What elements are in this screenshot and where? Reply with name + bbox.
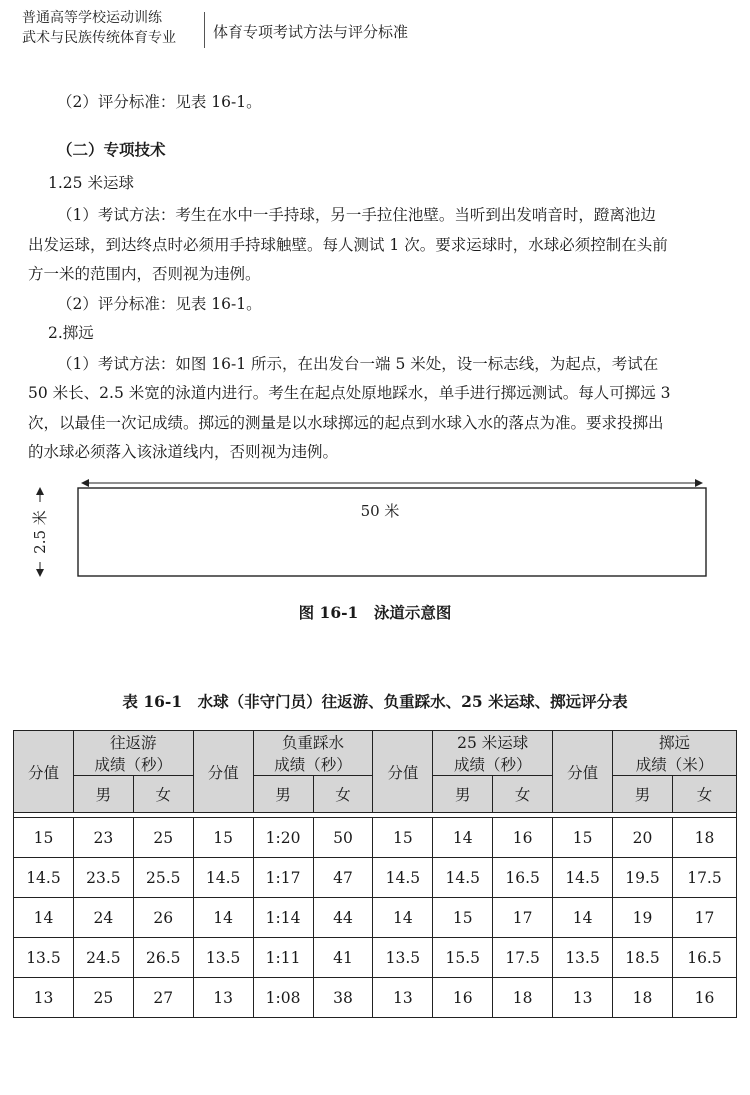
lane-diagram — [30, 474, 720, 586]
table-cell: 41 — [313, 938, 373, 978]
section-heading: （二）专项技术 — [57, 140, 166, 159]
table-row — [14, 858, 737, 898]
length-label: 50 米 — [360, 502, 400, 520]
table-cell: 18 — [613, 978, 673, 1018]
table-cell: 17 — [672, 898, 736, 938]
table-cell: 15 — [193, 818, 253, 858]
table-cell: 19.5 — [613, 858, 673, 898]
table-cell: 23 — [73, 818, 133, 858]
table-row — [14, 898, 737, 938]
table-cell: 13 — [193, 978, 253, 1018]
table-cell: 16 — [433, 978, 493, 1018]
table-cell: 16 — [493, 818, 553, 858]
throw-method-line-1: （1）考试方法：如图 16-1 所示，在出发台一端 5 米处，设一标志线，为起点，考试在 — [57, 355, 659, 373]
male-header: 男 — [73, 776, 133, 813]
table-cell: 25 — [133, 818, 193, 858]
table-cell: 13.5 — [14, 938, 74, 978]
table-cell: 1:08 — [253, 978, 313, 1018]
table-cell: 17.5 — [672, 858, 736, 898]
subheading-dribble: 1.25 米运球 — [48, 174, 134, 192]
header-line-1: 普通高等学校运动训练 — [22, 10, 162, 26]
table-cell: 38 — [313, 978, 373, 1018]
score-table — [13, 730, 737, 1018]
table-cell: 20 — [613, 818, 673, 858]
table-cell: 23.5 — [73, 858, 133, 898]
table-row — [14, 938, 737, 978]
table-cell: 18.5 — [613, 938, 673, 978]
table-cell: 14.5 — [14, 858, 74, 898]
table-cell: 18 — [672, 818, 736, 858]
group-header-shuttle: 往返游 成绩（秒） — [73, 731, 193, 776]
throw-method-line-4: 的水球必须落入该泳道线内，否则视为违例。 — [28, 443, 339, 461]
table-cell: 14.5 — [373, 858, 433, 898]
table-cell: 14 — [433, 818, 493, 858]
running-header-right: 体育专项考试方法与评分标准 — [213, 23, 409, 41]
female-header: 女 — [133, 776, 193, 813]
table-cell: 14 — [553, 898, 613, 938]
table-cell: 15.5 — [433, 938, 493, 978]
table-cell: 24 — [73, 898, 133, 938]
table-cell: 16 — [672, 978, 736, 1018]
table-cell: 14.5 — [433, 858, 493, 898]
header-line-2: 武术与民族传统体育专业 — [22, 30, 176, 46]
dribble-method-line-1: （1）考试方法：考生在水中一手持球，另一手拉住池壁。当听到出发哨音时，蹬离池边 — [57, 206, 656, 224]
table-cell: 50 — [313, 818, 373, 858]
female-header: 女 — [493, 776, 553, 813]
table-cell: 27 — [133, 978, 193, 1018]
header-divider — [204, 12, 205, 48]
table-cell: 17 — [493, 898, 553, 938]
score-header: 分值 — [14, 731, 74, 813]
score-header: 分值 — [373, 731, 433, 813]
table-cell: 15 — [373, 818, 433, 858]
table-cell: 1:14 — [253, 898, 313, 938]
table-cell: 14.5 — [193, 858, 253, 898]
paragraph-scoring-2: （2）评分标准：见表 16-1。 — [57, 295, 262, 313]
table-row — [14, 978, 737, 1018]
table-cell: 25.5 — [133, 858, 193, 898]
table-cell: 16.5 — [493, 858, 553, 898]
table-cell: 1:20 — [253, 818, 313, 858]
throw-method-line-3: 次，以最佳一次记成绩。掷远的测量是以水球掷远的起点到水球入水的落点为准。要求投掷出 — [28, 414, 664, 432]
table-cell: 14 — [193, 898, 253, 938]
score-header: 分值 — [193, 731, 253, 813]
table-cell: 15 — [14, 818, 74, 858]
throw-method-line-2: 50 米长、2.5 米宽的泳道内进行。考生在起点处原地踩水，单手进行掷远测试。每人可掷远 3 — [28, 384, 671, 402]
table-cell: 14 — [373, 898, 433, 938]
paragraph-scoring-1: （2）评分标准：见表 16-1。 — [57, 93, 262, 111]
table-row — [14, 818, 737, 858]
table-cell: 13 — [373, 978, 433, 1018]
table-caption: 表 16-1 水球（非守门员）往返游、负重踩水、25 米运球、掷远评分表 — [122, 692, 628, 711]
table-cell: 15 — [553, 818, 613, 858]
width-label: 2.5 米 — [31, 510, 49, 554]
female-header: 女 — [313, 776, 373, 813]
group-header-throw: 掷远 成绩（米） — [613, 731, 737, 776]
table-cell: 16.5 — [672, 938, 736, 978]
dribble-method-line-2: 出发运球，到达终点时必须用手持球触壁。每人测试 1 次。要求运球时，水球必须控制在头前 — [28, 236, 668, 254]
table-cell: 18 — [493, 978, 553, 1018]
table-cell: 1:17 — [253, 858, 313, 898]
figure-caption: 图 16-1 泳道示意图 — [298, 603, 452, 622]
group-header-weighted-tread: 负重踩水 成绩（秒） — [253, 731, 373, 776]
table-cell: 1:11 — [253, 938, 313, 978]
dribble-method-line-3: 方一米的范围内，否则视为违例。 — [28, 265, 261, 283]
table-cell: 26 — [133, 898, 193, 938]
female-header: 女 — [672, 776, 736, 813]
running-header-left — [22, 8, 200, 48]
score-header: 分值 — [553, 731, 613, 813]
table-cell: 24.5 — [73, 938, 133, 978]
table-cell: 13 — [553, 978, 613, 1018]
table-cell: 44 — [313, 898, 373, 938]
table-cell: 17.5 — [493, 938, 553, 978]
table-cell: 13 — [14, 978, 74, 1018]
table-cell: 25 — [73, 978, 133, 1018]
table-cell: 13.5 — [193, 938, 253, 978]
group-header-dribble: 25 米运球 成绩（秒） — [433, 731, 553, 776]
male-header: 男 — [613, 776, 673, 813]
table-cell: 14.5 — [553, 858, 613, 898]
table-cell: 14 — [14, 898, 74, 938]
table-cell: 47 — [313, 858, 373, 898]
table-cell: 26.5 — [133, 938, 193, 978]
male-header: 男 — [253, 776, 313, 813]
table-cell: 15 — [433, 898, 493, 938]
table-cell: 19 — [613, 898, 673, 938]
subheading-throw: 2.掷远 — [48, 324, 94, 342]
table-cell: 13.5 — [553, 938, 613, 978]
male-header: 男 — [433, 776, 493, 813]
table-cell: 13.5 — [373, 938, 433, 978]
